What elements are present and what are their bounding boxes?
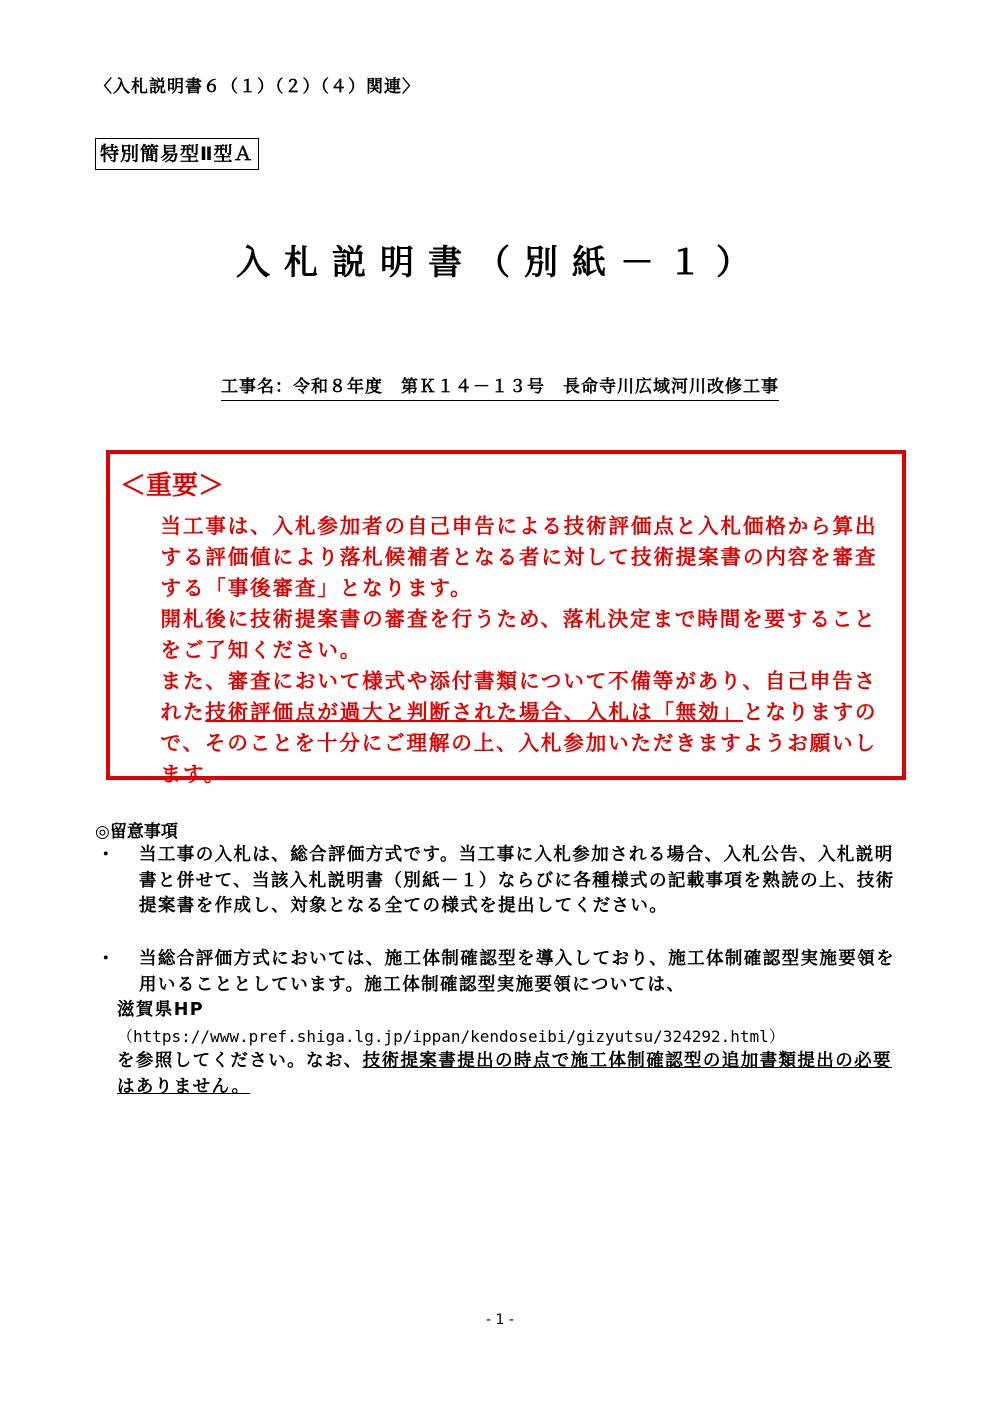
notice-body <box>138 511 893 790</box>
note-text: を参照してください。なお、 <box>117 1051 363 1071</box>
note-underlined-text: 技術提案書提出の時点で施工体制確認型の追加書類提出の必要はありません。 <box>117 1051 892 1097</box>
site-name: 滋賀県HP <box>117 1000 204 1020</box>
note-item <box>95 843 895 920</box>
type-label-box: 特別簡易型Ⅱ型Ａ <box>95 138 259 170</box>
project-name-line <box>0 372 1000 397</box>
notes-heading: ◎留意事項 <box>95 822 178 842</box>
bullet-icon: ・ <box>97 949 116 969</box>
notice-paragraph: 開札後に技術提案書の審査を行うため、落札決定まで時間を要することをご了知ください。 <box>160 607 877 662</box>
page-number: - 1 - <box>486 1312 514 1328</box>
note-text-line: 当総合評価方式においては、施工体制確認型を導入しており、施工体制確認型実施要領を用いることとしています。施工体制確認型実施要領については、 <box>139 949 895 995</box>
document-title: 入札説明書（別紙－１） <box>236 243 764 283</box>
note-text: 当工事の入札は、総合評価方式です。当工事に入札参加される場合、入札公告、入札説明書と併せて、当該入札説明書（別紙－１）ならびに各種様式の記載事項を熟読の上、技術提案書を作成し、対象となる全ての様式を提出してください。 <box>139 845 895 916</box>
notice-text: となりますので、そのことを十分にご理解の上、入札参加いただきますようお願いします。 <box>160 700 878 786</box>
notice-text: また、審査において様式や添付書類について不備等があり、自己申告された <box>160 669 877 724</box>
note-text <box>117 947 895 1100</box>
notice-underlined-text: 技術評価点が過大と判断された場合、入札は「無効」 <box>205 700 743 724</box>
notice-paragraph: 当工事は、入札参加者の自己申告による技術評価点と入札価格から算出する評価値により落札候補者となる者に対して技術提案書の内容を審査する「事後審査」となります。 <box>160 514 878 600</box>
note-item <box>95 947 895 1100</box>
note-text-line <box>117 1049 895 1100</box>
notice-paragraph <box>138 666 893 790</box>
notice-heading: ＜重要＞ <box>120 471 225 501</box>
project-name: 工事名：令和８年度 第Ｋ１４－１３号 長命寺川広域河川改修工事 <box>221 377 779 401</box>
important-notice-box <box>106 450 906 786</box>
bullet-icon: ・ <box>97 845 116 865</box>
reference-header: 〈入札説明書６（１）（２）（４）関連〉 <box>95 77 420 97</box>
reference-url: （https://www.pref.shiga.lg.jp/ippan/kendoseibi/gizyutsu/324292.html） <box>117 1026 785 1046</box>
